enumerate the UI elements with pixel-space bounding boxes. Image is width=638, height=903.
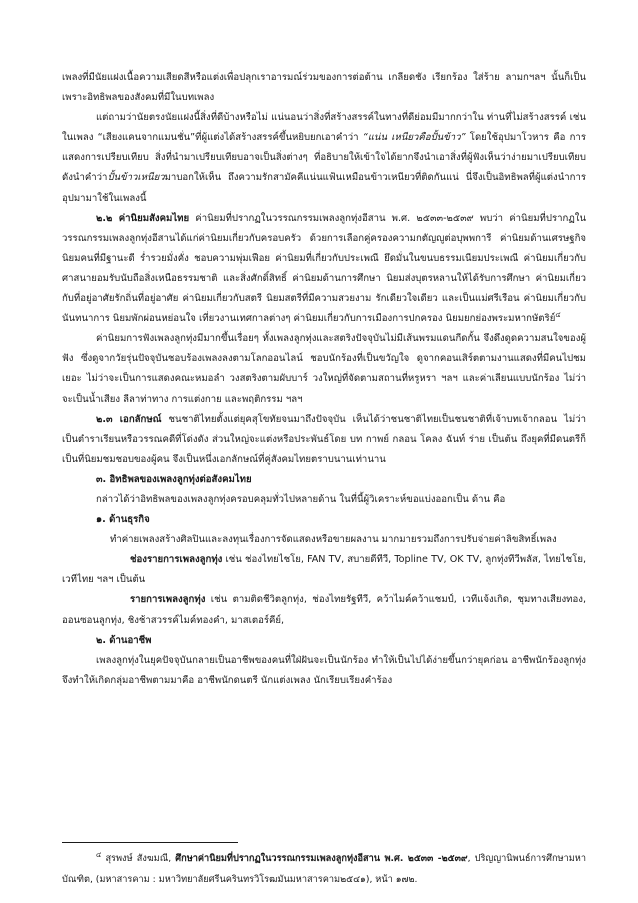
footnote (62, 848, 586, 890)
subsection-heading: ๒. ด้านอาชีพ (96, 634, 152, 646)
paragraph: กล่าวได้ว่าอิทธิพลของเพลงลูกทุ่งครอบคลุมทั่วไปหลายด้าน ในที่นี้ผู้วิเคราะห์ขอแบ่งออกเป็น ด้าน คือ (96, 493, 506, 505)
footnote-mark: ๔ (96, 850, 102, 859)
footnote-divider (62, 842, 238, 843)
paragraph-text: แต่ถามว่านัยตรงนัยแฝงนี้สิ่งที่ดีบ้างหรือไม่ แน่นอนว่าสิ่งที่สร้างสรรค์ในทางที่ดีย่อมมีมากกว่าใน ท่านที่ไม่สร้างสรรค์ เช่นในเพลง “เสียงแคนจากแมนชั่น”ที่ผู้แต่งได้สร้างสรรค์ขึ้นหยิบยกเอาคำว่า (62, 112, 586, 144)
paragraph-text: เช่น ช่องไทยไชโย, FAN TV, สบายดีทีวี, Topline TV, OK TV, ลูกทุ่งทีวีพลัส, ไทยไชโย, เวทีไทย ฯลฯ เป็นต้น (62, 554, 586, 586)
footnote-author: สุรพงษ์ สังฆมณี, (101, 853, 176, 864)
paragraph-text: โดยใช้อุปมาโวหาร คือ การแสดงการเปรียบเทียบ สิ่งที่นำมาเปรียบเทียบอาจเป็นสิ่งต่างๆ ที่อธิบายให้เข้าใจได้ยากจึงนำเอาสิ่งที่ผู้ฟังเห็นว่าง่ายมาเปรียบเทียบ ดังนำคำว่า (62, 132, 586, 184)
paragraph: เพลงที่มีนัยแฝงเนื้อความเสียดสีหรือแต่งเพื่อปลุกเราอารมณ์ร่วมของการต่อต้าน เกลียดชัง เรียกร้อง ใส่ร้าย ลามกฯลฯ นั้นก็เป็นเพราะอิทธิพลของสังคมที่มีในบทเพลง (62, 72, 586, 104)
section-heading: ๒.๓ เอกลักษณ์ (96, 413, 162, 425)
footnote-details: , ปริญญานิพนธ์การศึกษามหาบัณฑิต, (มหาสารคาม : มหาวิทยาลัยศรีนครินทรวิโรฒมันมหาสารคาม๒๕๔๑), หน้า ๑๗๒. (62, 853, 586, 885)
paragraph (62, 550, 586, 590)
paragraph (62, 590, 586, 630)
subsection-heading: ๑. ด้านธุรกิจ (96, 514, 150, 526)
paragraph-text: ค่านิยมที่ปรากฏในวรรณกรรมเพลงลูกทุ่งอีสาน พ.ศ. ๒๕๓๓-๒๕๓๙ พบว่า ค่านิยมที่ปรากฏในวรรณกรรมเพลงลูกทุ่งอีสานได้แก่ค่านิยมเกี่ยวกับครอบครัว ด้วยการเลือกคู่ครองความกตัญญูต่อบุพพการี ค่านิยมด้านเศรษฐกิจ นิยมคนที่มีฐานะดี ร่ำรวยมั่งคั่ง ชอบความพุ่มเฟือย ค่านิยมที่เกี่ยวกับประเพณี ยึดมั่นในขนบธรรมเนียมประเพณี ค่านิยมเกี่ยวกับศาสนายอมรับนับถือสิ่งเหนือธรรมชาติ และสิ่งศักดิ์สิทธิ์ ค่านิยมด้านการศึกษา นิยมส่งบุตรหลานให้ได้รับการศึกษา ค่านิยมเกี่ยวกับที่อยู่อาศัยรักถิ่นที่อยู่อาศัย ค่านิยมเกี่ยวกับสตรี นิยมสตรีที่มีความสวยงาม รักเดียวใจเดียว และเป็นแม่ศรีเรือน ค่านิยมเกี่ยวกับนันทนาการ นิยมพักผ่อนหย่อนใจ เที่ยวงานเทศกาลต่างๆ ค่านิยมเกี่ยวกับการเมืองการปกครอง นิยมยกย่องพระมหากษัตริย์ (62, 212, 586, 325)
footnote-title: ศึกษาค่านิยมที่ปรากฏในวรรณกรรมเพลงลูกทุ่งอีสาน พ.ศ. ๒๕๓๓ -๒๕๓๙ (175, 853, 468, 864)
document-body (62, 68, 586, 691)
quoted-lyric: “แน่น เหนียวคือปั้นข้าว” (362, 132, 466, 144)
paragraph-text: มาบอกให้เห็น ถึงความรักสามัคคีแน่นแฟ้นเหมือนข้าวเหนียวที่ติดกันแน่ นี่จึงเป็นอิทธิพลที่ผู้แต่งนำการอุปมามาใช้ในเพลงนี้ (62, 172, 586, 204)
paragraph (62, 209, 586, 330)
section-heading: ๒.๒ ค่านิยมสังคมไทย (96, 212, 190, 224)
footnote-reference: ๔ (555, 310, 561, 319)
italic-term: ปั้นข้าวเหนียว (107, 172, 165, 184)
paragraph: ค่านิยมการฟังเพลงลูกทุ่งมีมากขึ้นเรื่อยๆ ทั้งเพลงลูกทุ่งและสตริงปัจจุบันไม่มีเส้นพรมแดนกีดกั้น จึงดึงดูดความสนใจของผู้ฟัง ซึ่งดูจากวัยรุ่นปัจจุบันชอบร้องเพลงลงตามโลกออนไลน์ ชอบนักร้องที่เป็นขวัญใจ ดูจากคอนเสิร์ตตามงานแสดงที่มีคนไปชมเยอะ ไม่ว่าจะเป็นการแสดงคณะหมอลำ วงสตริงตามผับบาร์ วงใหญ่ที่จัดตามสถานที่หรูหรา ฯลฯ และค่าเลียนแบบนักร้อง ไม่ว่าจะเป็นน้ำเสียง ลีลาท่าทาง การแต่งกาย และพฤติกรรม ฯลฯ (62, 333, 586, 405)
paragraph: ทำค่ายเพลงสร้างศิลปินและลงทุนเรื่องการจัดแสดงหรือขายผลงาน มากมายรวมถึงการปรับจ่ายค่าลิขสิทธิ์เพลง (110, 534, 557, 546)
section-heading: ๓. อิทธิพลของเพลงลูกทุ่งต่อสังคมไทย (96, 473, 252, 485)
paragraph (62, 410, 586, 470)
paragraph: เพลงลูกทุ่งในยุคปัจจุบันกลายเป็นอาชีพของคนที่ใฝ่ฝันจะเป็นนักร้อง ทำให้เป็นไปได้ง่ายขึ้นกว่ายุคก่อน อาชีพนักร้องลูกทุ่งจึงทำให้เกิดกลุ่มอาชีพตามมาคือ อาชีพนักดนตรี นักแต่งเพลง นักเรียบเรียงคำร้อง (62, 654, 586, 686)
inline-heading: ช่องรายการเพลงลูกทุ่ง (130, 554, 223, 566)
inline-heading: รายการเพลงลูกทุ่ง (130, 594, 206, 606)
paragraph-text: ชนชาติไทยตั้งแต่ยุคสุโขทัยจนมาถึงปัจจุบัน เห็นได้ว่าชนชาติไทยเป็นชนชาติที่เจ้าบทเจ้ากลอน ไม่ว่าเป็นตำราเรียนหรือวรรณคดีที่โด่งดัง ส่วนใหญ่จะแต่งหรือประพันธ์โดย บท กาพย์ กลอน โคลง ฉันท์ ร่าย เป็นต้น ถึงยุคที่มีดนตรีก็เป็นที่นิยมชมชอบของผู้คน จึงเป็นหนึ่งเอกลักษณ์ที่คู่สังคมไทยตราบนานเท่านาน (62, 413, 586, 465)
paragraph-text: เช่น ตามติดชีวิตลูกทุ่ง, ช่องไทยรัฐทีวี, คว้าไมค์คว้าแชมป์, เวทีแจ้งเกิด, ชุมทางเสียงทอง, ออนซอนลูกทุ่ง, ชิงช้าสวรรค์ไมค์ทองคำ, มาสเตอร์คีย์, (62, 594, 586, 626)
paragraph (62, 108, 586, 208)
